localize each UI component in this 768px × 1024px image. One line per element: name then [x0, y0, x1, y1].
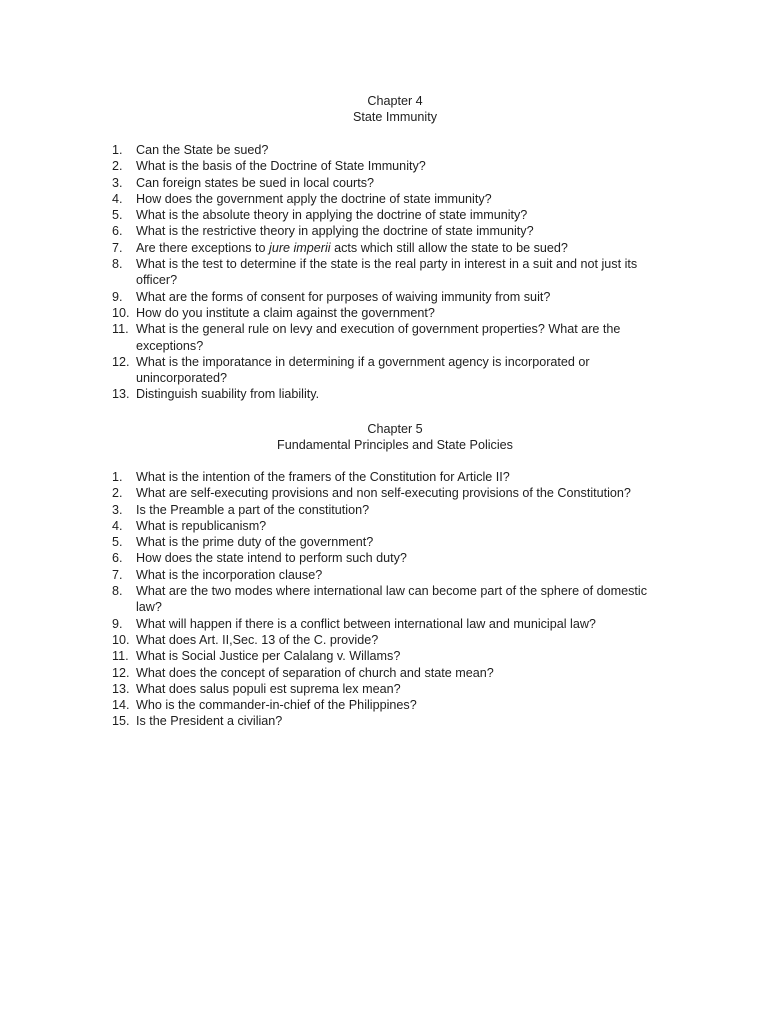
question-number: 13. — [112, 681, 130, 696]
question-number: 10. — [112, 632, 130, 647]
chapter-4-heading — [110, 93, 680, 125]
list-item — [0, 550, 676, 566]
question-text: What is the basis of the Doctrine of State Immunity? — [136, 159, 426, 174]
question-text: What is republicanism? — [136, 518, 267, 533]
question-number: 6. — [112, 551, 123, 566]
question-number: 3. — [112, 175, 123, 190]
list-item — [0, 207, 676, 223]
question-number: 2. — [112, 159, 123, 174]
question-number: 2. — [112, 486, 123, 501]
question-number: 5. — [112, 208, 123, 223]
list-item — [0, 648, 676, 664]
list-item — [0, 534, 676, 550]
list-item — [0, 289, 676, 305]
chapter-5-title: Fundamental Principles and State Policies — [277, 438, 513, 452]
list-item — [0, 305, 676, 321]
list-item — [0, 321, 676, 354]
question-text: What are the two modes where international law can become part of the sphere of domestic law? — [136, 584, 648, 615]
list-item — [0, 681, 676, 697]
question-text: How does the state intend to perform such duty? — [136, 551, 407, 566]
list-item — [0, 697, 676, 713]
chapter-5-question-list — [0, 469, 676, 730]
question-number: 9. — [112, 289, 123, 304]
chapter-4-title: State Immunity — [353, 110, 437, 124]
question-number: 11. — [112, 649, 129, 664]
list-item — [0, 175, 676, 191]
question-text-start: Are there exceptions to — [136, 240, 270, 255]
question-text: What does salus populi est suprema lex mean? — [136, 681, 401, 696]
list-item — [0, 583, 676, 616]
question-number: 7. — [112, 240, 123, 255]
list-item — [0, 518, 676, 534]
list-item — [0, 469, 676, 485]
list-item — [0, 240, 676, 256]
question-number: 8. — [112, 257, 123, 272]
question-text: What is the prime duty of the government? — [136, 535, 374, 550]
question-text: What is the absolute theory in applying the doctrine of state immunity? — [136, 208, 528, 223]
list-item — [0, 191, 676, 207]
question-number: 6. — [112, 224, 123, 239]
list-item — [0, 256, 676, 289]
chapter-4-question-list — [0, 142, 676, 403]
question-number: 4. — [112, 191, 123, 206]
question-number: 14. — [112, 698, 130, 713]
list-item — [0, 713, 676, 729]
question-text: How do you institute a claim against the government? — [136, 305, 435, 320]
question-text-italic: jure imperii — [269, 240, 331, 255]
question-number: 1. — [112, 470, 123, 484]
list-item — [0, 632, 676, 648]
list-item — [0, 567, 676, 583]
question-number: 13. — [112, 387, 130, 402]
question-text — [136, 240, 676, 256]
question-text: What is the intention of the framers of the Constitution for Article II? — [136, 470, 510, 484]
list-item — [0, 223, 676, 239]
list-item — [0, 158, 676, 174]
question-text: Is the President a civilian? — [136, 714, 283, 729]
question-text: Can foreign states be sued in local courts? — [136, 175, 375, 190]
question-number: 9. — [112, 616, 123, 631]
question-text: Distinguish suability from liability. — [136, 387, 320, 402]
question-text: What are the forms of consent for purposes of waiving immunity from suit? — [136, 289, 551, 304]
question-text-end: acts which still allow the state to be sued? — [330, 240, 568, 255]
list-item — [0, 502, 676, 518]
question-text: Can the State be sued? — [136, 143, 269, 157]
question-text: What is the test to determine if the state is the real party in interest in a suit and not just its officer? — [136, 257, 638, 288]
question-text: What is the restrictive theory in applying the doctrine of state immunity? — [136, 224, 534, 239]
question-number: 8. — [112, 584, 123, 599]
question-text: Who is the commander-in-chief of the Philippines? — [136, 698, 417, 713]
question-number: 7. — [112, 567, 123, 582]
question-text: What is Social Justice per Calalang v. Willams? — [136, 649, 401, 664]
list-item — [0, 386, 676, 402]
question-text: What does Art. II,Sec. 13 of the C. provide? — [136, 632, 379, 647]
question-text: What is the general rule on levy and execution of government properties? What are the exceptions? — [136, 322, 621, 353]
question-number: 12. — [112, 665, 130, 680]
question-text: How does the government apply the doctrine of state immunity? — [136, 191, 492, 206]
question-number: 15. — [112, 714, 130, 729]
question-text: What is the imporatance in determining if a government agency is incorporated or unincorporated? — [136, 354, 590, 386]
question-number: 11. — [112, 322, 129, 337]
question-number: 3. — [112, 502, 123, 517]
list-item — [0, 485, 676, 501]
question-text: Is the Preamble a part of the constitution? — [136, 502, 370, 517]
question-number: 1. — [112, 143, 123, 157]
chapter-5-label: Chapter 5 — [367, 422, 423, 436]
question-number: 4. — [112, 518, 123, 533]
question-text: What will happen if there is a conflict between international law and municipal law? — [136, 616, 596, 631]
list-item — [0, 354, 676, 387]
list-item — [0, 142, 676, 158]
chapter-5-heading — [110, 421, 680, 453]
chapter-4-label: Chapter 4 — [367, 94, 423, 108]
question-number: 10. — [112, 305, 130, 320]
question-text: What is the incorporation clause? — [136, 567, 323, 582]
question-text: What does the concept of separation of church and state mean? — [136, 665, 494, 680]
question-text: What are self-executing provisions and non self-executing provisions of the Constitution? — [136, 486, 631, 501]
list-item — [0, 665, 676, 681]
question-number: 12. — [112, 354, 130, 369]
question-number: 5. — [112, 535, 123, 550]
list-item — [0, 616, 676, 632]
